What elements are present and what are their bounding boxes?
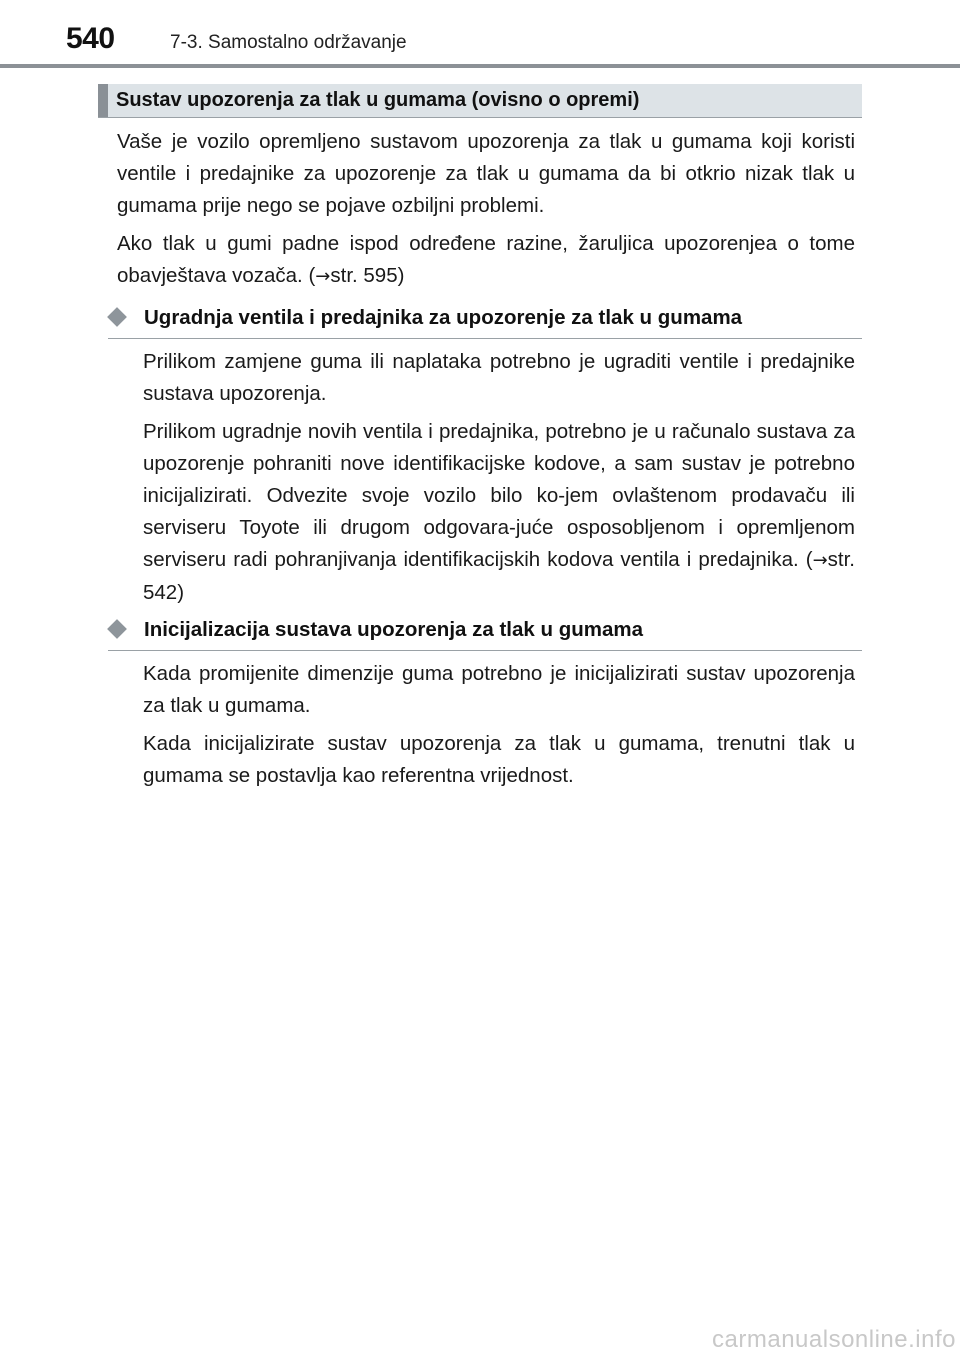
page-reference-link[interactable]: str. 542)	[143, 548, 855, 604]
page-header	[0, 0, 960, 70]
subsection-heading-1	[108, 306, 862, 339]
diamond-bullet-icon	[107, 619, 127, 639]
intro-paragraph-2	[117, 228, 855, 293]
subsection-1-paragraph-2	[143, 416, 855, 609]
page-reference-link[interactable]: str. 595)	[330, 264, 405, 287]
right-arrow-icon: →	[812, 550, 828, 571]
header-divider	[0, 64, 960, 68]
diamond-bullet-icon	[107, 307, 127, 327]
subsection-1-paragraph-2-text: Prilikom ugradnje novih ventila i predajnika, potrebno je u računalo sustava za upozorenje pohraniti nove identifikacijske kodove, a sam sustav je potrebno inicijalizirati. Odvezite svoje vozilo bilo ko-jem ovlaštenom prodavaču ili serviseru Toyote ili drugom odgovara-juće osposobljenom i opremljenom serviseru radi pohranjivanja identifikacijskih kodova ventila i predajnika. (	[143, 420, 855, 571]
right-arrow-icon: →	[315, 266, 331, 287]
intro-paragraph-1: Vaše je vozilo opremljeno sustavom upozorenja za tlak u gumama koji koristi ventile i predajnike za upozorenje za tlak u gumama da bi otkrio nizak tlak u gumama prije nego se pojave ozbiljni problemi.	[117, 130, 855, 217]
chapter-title: 7-3. Samostalno održavanje	[170, 32, 407, 53]
intro-paragraph-2-text: Ako tlak u gumi padne ispod određene razine, žaruljica upozorenjea o tome obavještava vozača. (	[117, 232, 855, 287]
subsection-2-paragraph-2: Kada inicijalizirate sustav upozorenja za tlak u gumama, trenutni tlak u gumama se postavlja kao referentna vrijednost.	[143, 732, 855, 787]
page-number: 540	[66, 22, 115, 55]
section-banner-accent	[98, 84, 108, 117]
subsection-2-paragraph-1: Kada promijenite dimenzije guma potrebno je inicijalizirati sustav upozorenja za tlak u gumama.	[143, 662, 855, 717]
subsection-heading-2	[108, 618, 862, 651]
subsection-heading-2-label: Inicijalizacija sustava upozorenja za tlak u gumama	[144, 618, 644, 641]
section-banner	[98, 84, 862, 118]
section-title: Sustav upozorenja za tlak u gumama (ovisno o opremi)	[116, 89, 640, 111]
subsection-heading-1-label: Ugradnja ventila i predajnika za upozorenje za tlak u gumama	[144, 306, 743, 329]
subsection-1-paragraph-1: Prilikom zamjene guma ili naplataka potrebno je ugraditi ventile i predajnike sustava upozorenja.	[143, 350, 855, 405]
watermark: carmanualsonline.info	[712, 1326, 956, 1353]
